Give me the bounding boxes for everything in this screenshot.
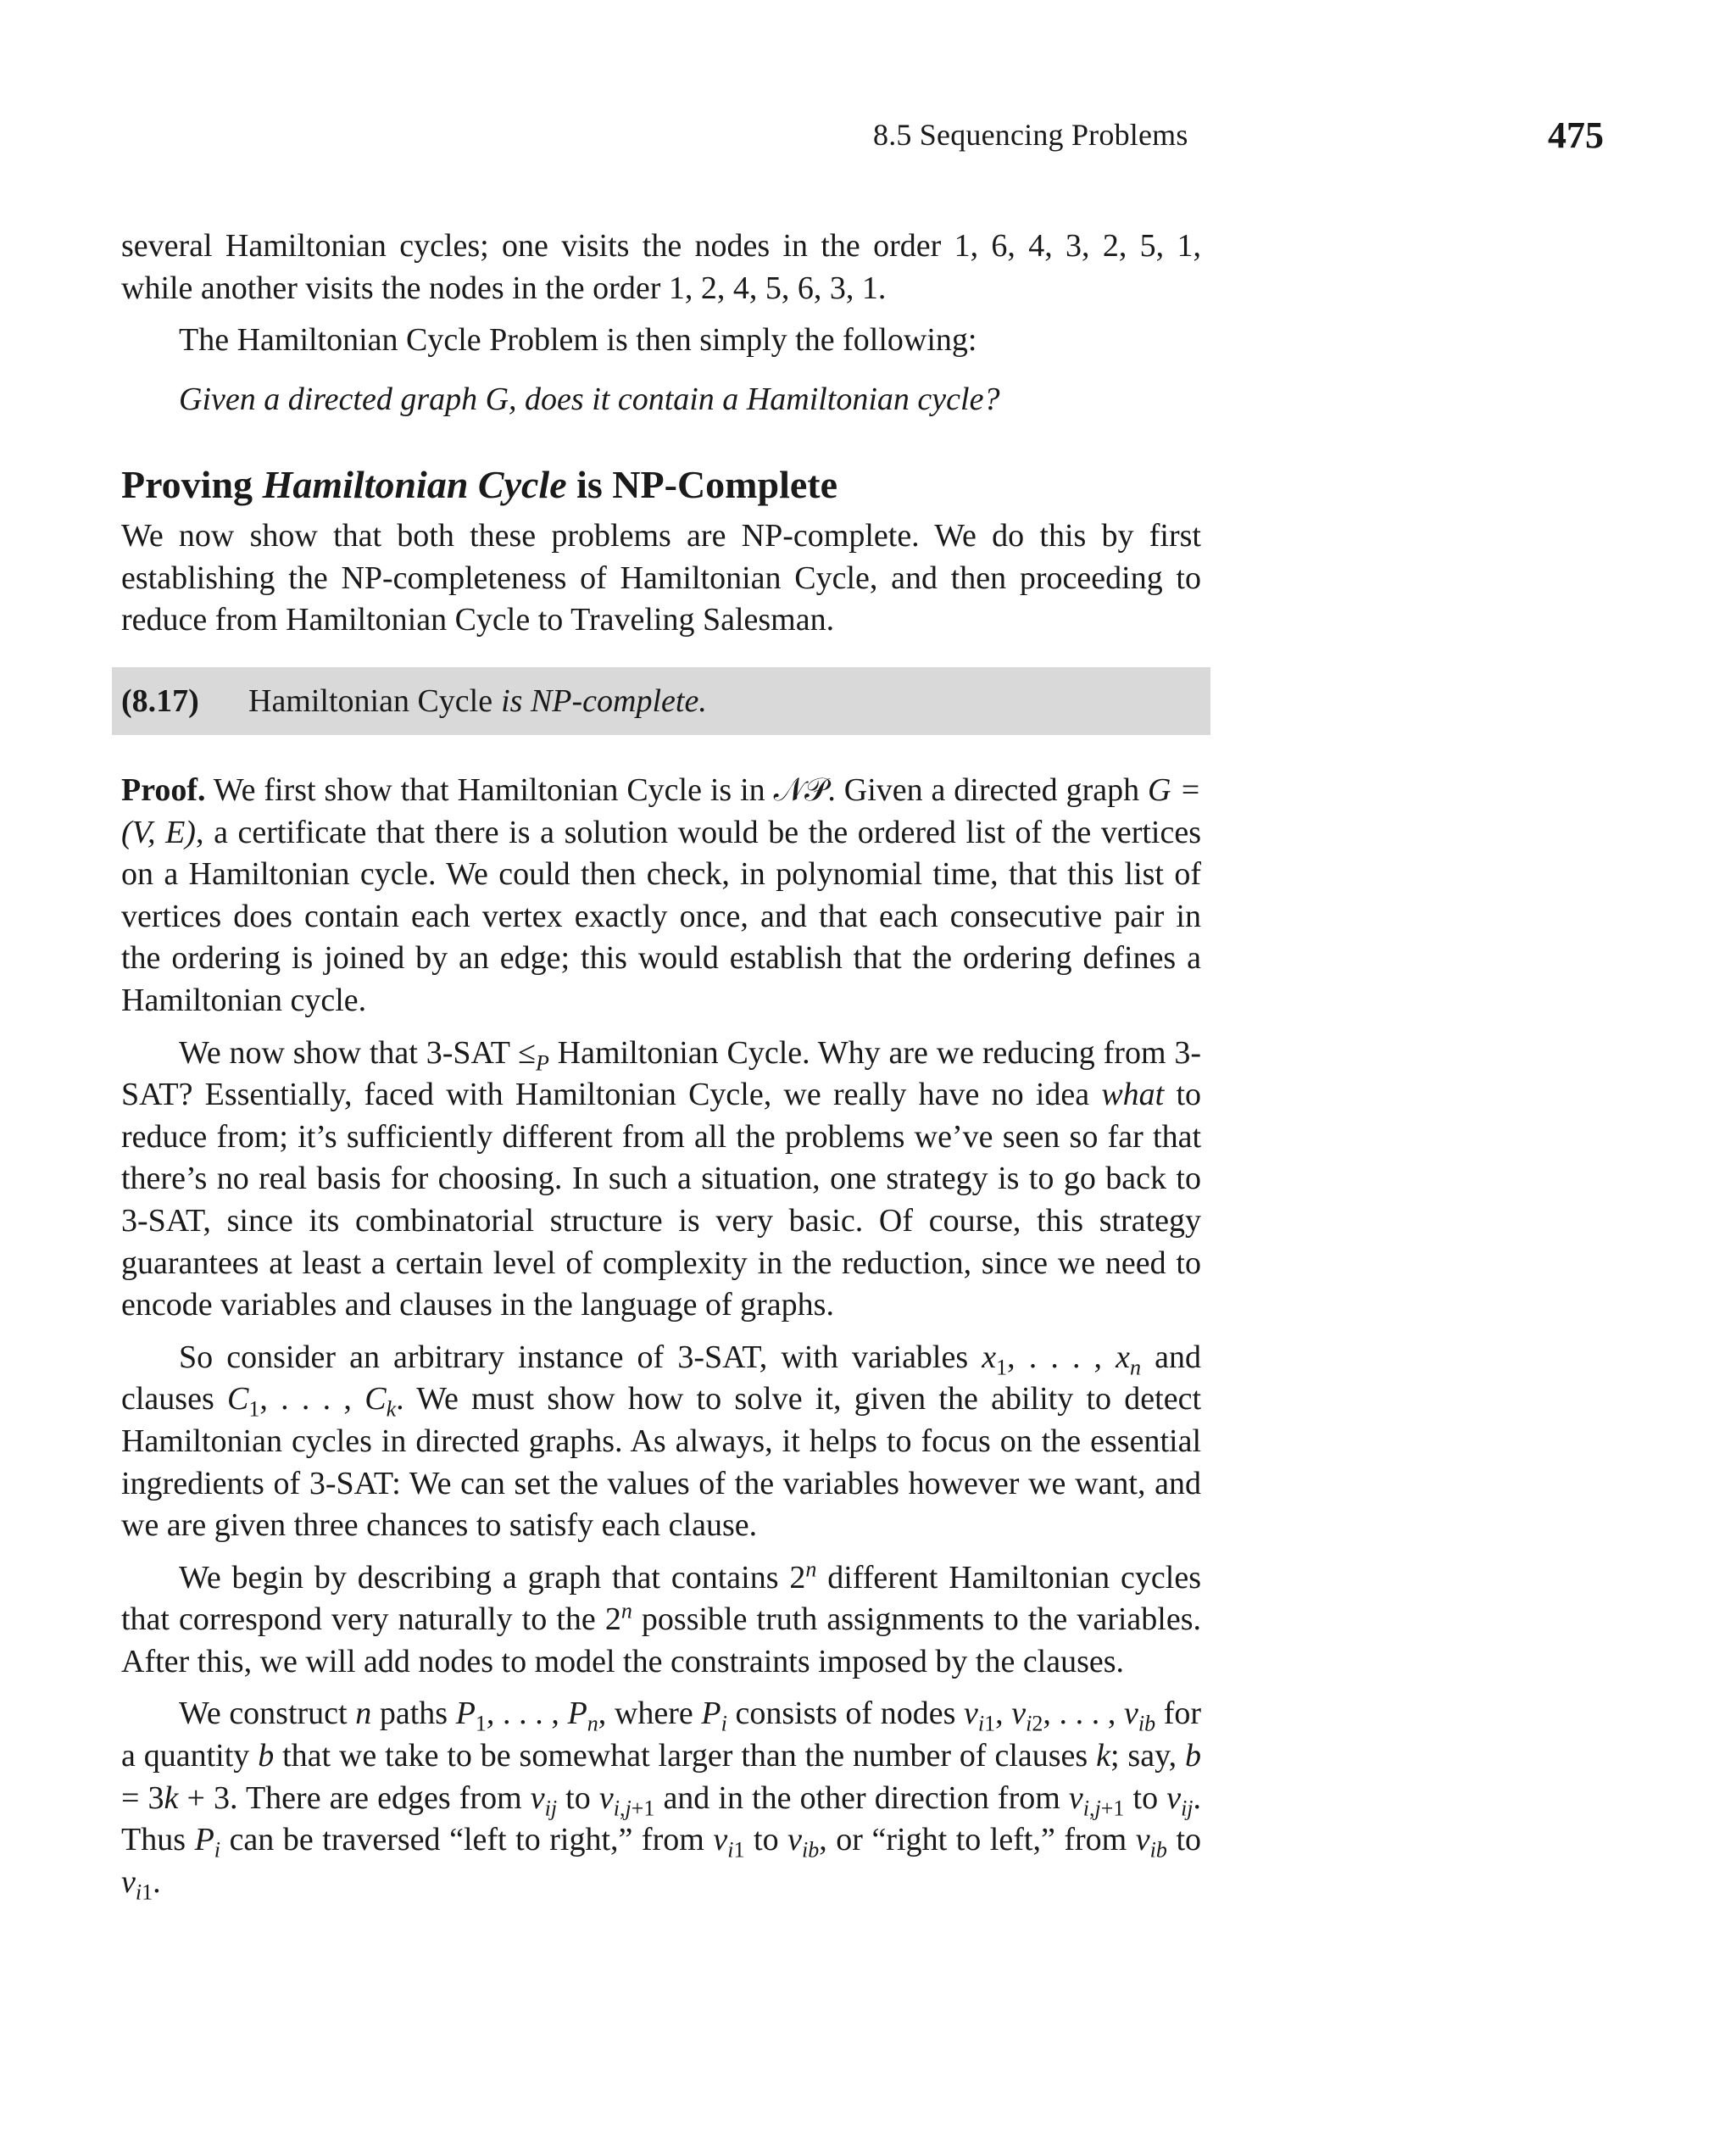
page-number: 475 [1548,114,1604,156]
proof-text: for a quantity [121,1696,1202,1774]
math-paths: $P_1$, . . . , $P_n$ [455,1696,598,1737]
intro-block [121,226,1201,420]
proof-text: . Thus [121,1779,1202,1858]
intro-paragraph-2: The Hamiltonian Cycle Problem is then simply the following: [179,322,977,359]
math-b-equation: b = 3k + 3 [121,1738,1202,1816]
math-clauses: $C_1$, . . . , $C_k$ [227,1381,397,1422]
proof-text: can be traversed “left to right,” from [220,1822,714,1858]
theorem-statement: is NP-complete. [501,683,707,719]
proof-text: , a certificate that there is a solution would be the ordered list of the vertices on a Hamiltonian cycle. We could then check, in polynomial time, that this list of vertices does contain each vertex exactly once, and that each consecutive pair in the ordering is joined by an edge; this would establish that the ordering defines a Hamiltonian cycle. [121,814,1201,1018]
proof-text: We begin by describing a graph that contains 2 [179,1559,806,1595]
reduction-subscript: P [535,1050,549,1076]
proof-paragraph-3 [121,1337,1201,1547]
proof-text: , where [598,1696,702,1732]
emphasis-what: what [1101,1077,1165,1113]
theorem-block [121,667,1201,735]
proof-text: to [1166,1822,1202,1858]
proof-text: So consider an arbitrary instance of 3-SAT, with variables [179,1339,982,1375]
proof-paragraph-4: We begin by describing a graph that contains 2$^n$ different Hamiltonian cycles that correspond very naturally to the 2$^n$ possible truth assignments to the variables. After this, we will add nodes to model the constraints imposed by the clauses. [121,1556,1202,1679]
proof-block [121,770,1201,1903]
proof-paragraph-5: We construct n paths $P_1$, . . . , $P_n$, where $P_i$ consists of nodes $v_{i1}$, $v_{i2}$, . . . , $v_{ib}$ for a quantity b that we take to be somewhat larger than the number of clauses k; say, b = 3k + 3. There are edges from $v_{ij}$ to $v_{i,j+1}$ and in the other direction from $v_{i,j+1}$ to $v_{ij}$. Thus $P_i$ can be traversed “left to right,” from $v_{i1}$ to $v_{ib}$, or “right to left,” from $v_{ib}$ to $v_{i1}$. [121,1696,1202,1905]
proof-text: Hamiltonian Cycle. Why are we reducing from 3-SAT? Essentially, faced with Hamiltonian Cycle, we really have no idea [121,1034,1201,1113]
proof-text: . We must show how to solve it, given the ability to detect Hamiltonian cycles in directed graphs. As always, it helps to focus on the essential ingredients of 3-SAT: We can set the values of the variables however we want, and we are given three chances to satisfy each clause. [121,1381,1201,1544]
proof-text: to reduce from; it’s sufficiently different from all the problems we’ve seen so far that there’s no real basis for choosing. In such a situation, one strategy is to go back to 3-SAT, since its combinatorial structure is very basic. Of course, this strategy guarantees at least a certain level of complexity in the reduction, since we need to encode variables and clauses in the language of graphs. [121,1077,1202,1323]
section-title-prefix: Proving [121,463,263,506]
proof-text: We construct [179,1696,356,1732]
theorem-name: Hamiltonian Cycle [248,683,493,719]
section-block [121,459,1201,642]
proof-paragraph-1 [121,770,1201,1022]
running-head: 8.5 Sequencing Problems [873,118,1188,152]
graph-notation: G = (V, E) [121,772,1201,850]
proof-text: and clauses [121,1339,1202,1417]
proof-label: Proof. [121,772,206,808]
section-intro: We now show that both these problems are NP-complete. We do this by first establishing the NP-completeness of Hamiltonian Cycle, and then proceeding to reduce from Hamiltonian Cycle to Traveling Salesman. [121,518,1201,638]
proof-text: and in the other direction from [654,1779,1069,1816]
proof-text: We now show that 3-SAT ≤ [179,1034,536,1071]
proof-paragraph-2 [121,1033,1201,1327]
proof-text: . There are edges from [230,1779,531,1816]
proof-text: to [744,1822,788,1858]
theorem-number: (8.17) [121,683,199,719]
proof-text: paths [371,1696,456,1732]
proof-text: possible truth assignments to the variables. After this, we will add nodes to model the constraints imposed by the clauses. [121,1601,1202,1679]
proof-text: to [557,1779,599,1816]
proof-text: . [153,1863,161,1900]
problem-statement: Given a directed graph G, does it contain a Hamiltonian cycle? [179,381,1000,417]
proof-text: that we take to be somewhat larger than the number of clauses [274,1738,1097,1774]
math-nodes: $v_{i1}$, $v_{i2}$, . . . , $v_{ib}$ [964,1696,1156,1737]
section-title-suffix: is NP-Complete [566,463,837,506]
math-variables: $x_1$, . . . , $x_n$ [982,1339,1142,1380]
section-heading [121,459,1201,510]
proof-text: , or “right to left,” from [819,1822,1136,1858]
intro-paragraph: several Hamiltonian cycles; one visits the nodes in the order 1, 6, 4, 3, 2, 5, 1, while another visits the nodes in the order 1, 2, 4, 5, 6, 3, 1. [121,228,1201,306]
section-title-italic: Hamiltonian Cycle [262,463,567,506]
proof-text: ; say, [1110,1738,1186,1774]
theorem-box [112,667,1210,735]
proof-text: We first show that Hamiltonian Cycle is in 𝒩𝒫. Given a directed graph [205,772,1148,808]
proof-text: consists of nodes [726,1696,964,1732]
proof-text: to [1124,1779,1167,1816]
proof-text: different Hamiltonian cycles that correspond very naturally to the 2 [121,1559,1201,1638]
